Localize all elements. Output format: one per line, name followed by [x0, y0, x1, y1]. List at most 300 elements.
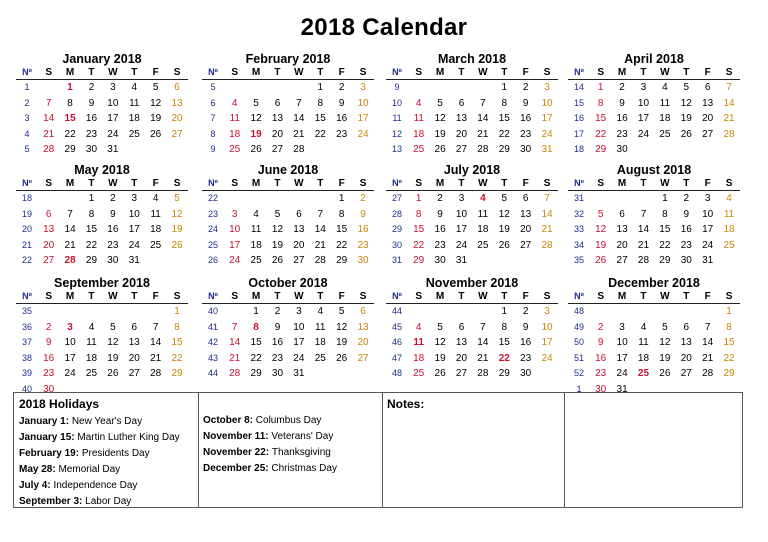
day-cell: 30	[107, 255, 119, 267]
day-cell: 22	[250, 352, 262, 364]
day-cell: 3	[296, 306, 302, 317]
month-october	[202, 276, 374, 382]
weekday-label: T	[317, 291, 324, 302]
holiday-date: September 3:	[19, 496, 86, 507]
weekday-header	[568, 290, 740, 304]
week-row	[16, 320, 188, 336]
month-february	[202, 52, 374, 158]
day-cell: 23	[680, 239, 692, 251]
day-cell	[451, 80, 472, 96]
day-cell	[515, 253, 536, 269]
week-row	[16, 111, 188, 127]
holiday-name: Veterans' Day	[271, 431, 334, 442]
day-cell: 7	[296, 97, 302, 109]
holiday-name: New Year's Day	[71, 416, 143, 427]
weekday-label: W	[108, 178, 118, 189]
month-name: January 2018	[62, 52, 142, 66]
month-september	[16, 276, 188, 398]
day-cell	[472, 80, 493, 96]
week-row	[386, 142, 558, 158]
day-cell: 10	[229, 224, 241, 236]
day-cell: 29	[171, 368, 183, 380]
weekday-label: T	[458, 67, 465, 78]
day-cell: 8	[501, 97, 508, 109]
week-row	[16, 222, 188, 238]
weekday-label: T	[317, 178, 324, 189]
month-april	[568, 52, 740, 158]
weekday-label: T	[683, 178, 690, 189]
day-cell: 8	[253, 321, 259, 333]
day-cell: 12	[271, 224, 284, 236]
day-cell: 2	[522, 306, 529, 317]
weekday-label: S	[415, 178, 423, 189]
day-cell: 28	[64, 255, 76, 267]
day-cell: 25	[413, 368, 425, 380]
day-cell: 20	[455, 128, 468, 140]
week-row	[16, 351, 188, 367]
weekday-label: T	[274, 178, 281, 189]
day-cell: 24	[229, 255, 241, 267]
day-cell: 23	[85, 128, 98, 140]
day-cell: 24	[357, 128, 369, 140]
day-cell: 2	[619, 82, 625, 93]
day-cell: 18	[413, 128, 425, 140]
week-number: 37	[21, 337, 32, 348]
day-cell: 11	[315, 321, 326, 333]
day-cell: 17	[541, 337, 553, 349]
day-cell: 17	[637, 113, 650, 125]
holiday-item	[19, 494, 198, 510]
week-row	[386, 207, 558, 223]
day-cell: 25	[150, 239, 162, 251]
weekday-label: S	[173, 291, 181, 302]
weekday-label: M	[251, 67, 261, 78]
day-cell	[590, 304, 611, 320]
weekday-label: M	[435, 67, 445, 78]
day-cell	[590, 191, 611, 207]
day-cell: 5	[110, 321, 116, 333]
day-cell: 18	[85, 352, 98, 364]
week-number: 33	[573, 224, 584, 235]
week-number-header: Nº	[208, 178, 218, 188]
month-name: May 2018	[74, 163, 130, 177]
day-cell: 26	[498, 239, 510, 251]
week-number: 9	[394, 82, 400, 92]
week-number: 24	[207, 224, 218, 235]
week-number: 43	[207, 352, 218, 363]
day-cell: 28	[229, 368, 241, 380]
day-cell: 17	[357, 113, 369, 125]
day-cell: 5	[437, 97, 443, 109]
day-cell: 31	[128, 255, 140, 267]
week-number: 29	[391, 224, 402, 235]
day-cell: 15	[336, 224, 348, 236]
day-cell: 30	[595, 383, 607, 395]
day-cell: 23	[43, 368, 55, 380]
day-cell	[310, 366, 331, 382]
page-title: 2018 Calendar	[300, 14, 468, 41]
day-cell: 18	[250, 239, 262, 251]
day-cell	[288, 80, 309, 96]
day-cell: 9	[522, 97, 529, 109]
day-cell: 24	[128, 239, 140, 251]
day-cell: 27	[128, 368, 140, 380]
week-number: 14	[573, 82, 584, 92]
day-cell	[166, 142, 187, 158]
week-number: 25	[207, 239, 218, 250]
weekday-label: T	[683, 67, 690, 78]
day-cell: 28	[293, 144, 305, 156]
day-cell: 30	[520, 368, 532, 380]
week-row	[568, 191, 740, 207]
day-cell	[145, 253, 166, 269]
day-cell: 12	[171, 208, 183, 220]
day-cell	[124, 142, 145, 158]
day-cell: 6	[45, 208, 52, 220]
day-cell: 2	[274, 306, 281, 317]
day-cell: 7	[317, 208, 324, 220]
day-cell: 29	[336, 255, 348, 267]
weekday-label: F	[522, 67, 529, 78]
day-cell: 13	[616, 224, 628, 236]
day-cell: 23	[107, 239, 119, 251]
weekday-label: S	[231, 67, 239, 78]
day-cell: 19	[595, 239, 607, 251]
month-name: March 2018	[437, 52, 507, 66]
day-cell: 29	[85, 255, 98, 267]
week-number: 34	[573, 239, 584, 250]
day-cell: 1	[253, 306, 259, 317]
day-cell: 2	[360, 193, 366, 204]
day-cell: 10	[107, 97, 119, 109]
weekday-label: S	[543, 291, 551, 302]
day-cell: 26	[271, 255, 284, 267]
day-cell	[494, 253, 515, 269]
day-cell: 22	[498, 352, 510, 364]
day-cell: 8	[88, 208, 95, 220]
weekday-label: T	[131, 178, 138, 189]
day-cell: 21	[314, 239, 326, 251]
day-cell: 21	[150, 352, 162, 364]
month-name: April 2018	[624, 52, 684, 66]
day-cell	[38, 304, 59, 320]
weekday-label: W	[660, 178, 670, 189]
day-cell: 26	[680, 128, 692, 140]
week-row	[568, 304, 740, 320]
weekday-label: S	[543, 178, 551, 189]
weekday-label: T	[683, 291, 690, 302]
day-cell: 4	[131, 82, 138, 93]
day-cell	[697, 304, 718, 320]
weekday-label: S	[725, 291, 733, 302]
day-cell: 24	[541, 128, 553, 140]
week-row	[568, 127, 740, 143]
weekday-label: M	[617, 67, 627, 78]
day-cell: 23	[520, 352, 532, 364]
day-cell: 20	[680, 352, 692, 364]
week-row	[568, 80, 740, 96]
day-cell: 1	[67, 82, 73, 93]
day-cell: 14	[293, 113, 305, 125]
month-name: October 2018	[248, 276, 328, 290]
day-cell: 27	[702, 128, 714, 140]
week-number-header: Nº	[574, 178, 584, 188]
weekday-label: F	[704, 67, 711, 78]
day-cell: 11	[638, 337, 649, 349]
day-cell: 5	[662, 321, 668, 333]
day-cell: 27	[616, 255, 628, 267]
day-cell: 10	[541, 321, 553, 333]
week-number: 28	[391, 208, 402, 219]
week-number-header: Nº	[574, 67, 584, 77]
weekday-label: F	[522, 291, 529, 302]
day-cell: 15	[250, 337, 262, 349]
week-row	[568, 96, 740, 112]
day-cell: 2	[338, 82, 345, 93]
day-cell: 17	[541, 113, 553, 125]
week-number: 31	[573, 193, 584, 203]
holiday-item	[203, 413, 382, 429]
week-number: 16	[573, 113, 584, 124]
day-cell: 11	[129, 97, 140, 109]
day-cell: 28	[723, 128, 735, 140]
day-cell: 4	[662, 82, 668, 93]
day-cell	[472, 253, 493, 269]
day-cell: 15	[498, 113, 510, 125]
weekday-label: S	[359, 291, 367, 302]
day-cell: 14	[723, 97, 735, 109]
weekday-label: S	[231, 291, 239, 302]
day-cell: 6	[360, 306, 366, 317]
day-cell: 17	[107, 113, 119, 125]
week-number: 8	[210, 128, 216, 139]
week-number-header: Nº	[392, 291, 402, 301]
day-cell: 31	[616, 383, 628, 395]
day-cell: 4	[253, 208, 259, 220]
day-cell: 25	[637, 368, 650, 380]
day-cell: 15	[659, 224, 671, 236]
day-cell: 16	[85, 113, 98, 125]
day-cell: 10	[637, 97, 650, 109]
week-row	[386, 127, 558, 143]
day-cell: 3	[231, 208, 238, 220]
day-cell: 20	[357, 337, 369, 349]
day-cell: 5	[437, 321, 443, 333]
week-row	[202, 351, 374, 367]
week-row	[386, 222, 558, 238]
week-number: 31	[391, 255, 402, 266]
day-cell: 11	[413, 113, 424, 125]
week-row	[16, 96, 188, 112]
weekday-header	[16, 177, 188, 191]
day-cell	[536, 366, 557, 382]
day-cell: 3	[619, 321, 625, 333]
day-cell: 11	[86, 337, 97, 349]
week-row	[202, 96, 374, 112]
weekday-label: T	[131, 67, 138, 78]
week-row	[568, 142, 740, 158]
day-cell: 20	[43, 239, 55, 251]
day-cell: 6	[522, 193, 529, 204]
week-row	[16, 335, 188, 351]
week-row	[568, 351, 740, 367]
week-row	[202, 238, 374, 254]
day-cell: 29	[723, 368, 735, 380]
day-cell: 13	[702, 97, 714, 109]
day-cell	[472, 304, 493, 320]
day-cell: 24	[637, 128, 650, 140]
week-row	[16, 238, 188, 254]
day-cell: 17	[455, 224, 468, 236]
weekday-label: S	[45, 291, 53, 302]
weekday-label: M	[617, 178, 627, 189]
week-number-header: Nº	[208, 291, 218, 301]
day-cell: 1	[88, 193, 95, 204]
week-number: 44	[391, 306, 402, 316]
day-cell: 29	[498, 144, 510, 156]
day-cell: 15	[498, 337, 510, 349]
holiday-name: Presidents Day	[81, 448, 150, 459]
month-name: July 2018	[443, 163, 501, 177]
weekday-header	[386, 177, 558, 191]
holiday-name: Christmas Day	[271, 463, 337, 474]
week-row	[16, 142, 188, 158]
day-cell: 28	[477, 144, 489, 156]
holiday-date: December 25:	[203, 463, 272, 474]
weekday-label: M	[65, 67, 75, 78]
week-row	[386, 191, 558, 207]
day-cell: 16	[595, 352, 607, 364]
day-cell: 12	[434, 113, 446, 125]
day-cell: 18	[723, 224, 735, 236]
day-cell: 16	[43, 352, 55, 364]
month-name: December 2018	[608, 276, 700, 290]
weekday-label: W	[660, 67, 670, 78]
week-row	[568, 320, 740, 336]
week-number: 46	[391, 337, 402, 348]
week-row	[386, 320, 558, 336]
day-cell: 21	[541, 224, 553, 236]
day-cell: 28	[541, 239, 553, 251]
day-cell: 13	[455, 113, 468, 125]
month-may	[16, 163, 188, 269]
day-cell: 9	[45, 337, 52, 349]
week-number-header: Nº	[22, 291, 32, 301]
day-cell: 17	[702, 224, 714, 236]
week-row	[16, 304, 188, 320]
day-cell: 15	[85, 224, 98, 236]
day-cell: 16	[520, 337, 532, 349]
month-july	[386, 163, 558, 269]
week-row	[16, 127, 188, 143]
weekday-label: S	[597, 178, 605, 189]
day-cell: 13	[455, 337, 468, 349]
day-cell	[718, 253, 739, 269]
week-number: 4	[24, 128, 30, 139]
day-cell: 18	[229, 128, 241, 140]
day-cell: 3	[544, 82, 550, 93]
day-cell: 20	[702, 113, 714, 125]
day-cell: 14	[541, 208, 553, 220]
week-number: 41	[207, 321, 218, 332]
holiday-item	[19, 462, 198, 478]
week-number-header: Nº	[392, 178, 402, 188]
day-cell: 16	[434, 224, 446, 236]
weekday-label: M	[251, 291, 261, 302]
day-cell: 13	[271, 113, 284, 125]
day-cell	[224, 191, 245, 207]
day-cell: 6	[458, 97, 465, 109]
holidays-title: 2018 Holidays	[19, 397, 100, 411]
weekday-label: T	[501, 67, 508, 78]
day-cell	[310, 191, 331, 207]
day-cell: 11	[250, 224, 262, 236]
day-cell: 8	[174, 321, 180, 333]
week-row	[202, 191, 374, 207]
week-row	[202, 80, 374, 96]
day-cell: 13	[680, 337, 692, 349]
day-cell: 5	[597, 208, 604, 220]
week-number: 47	[391, 352, 402, 363]
week-number: 13	[391, 144, 402, 155]
day-cell: 8	[726, 321, 732, 333]
day-cell: 18	[413, 352, 425, 364]
holidays-notes-box	[13, 392, 743, 508]
day-cell: 25	[723, 239, 735, 251]
holiday-item	[19, 446, 198, 462]
day-cell: 2	[88, 82, 95, 93]
weekday-label: T	[501, 291, 508, 302]
day-cell: 26	[171, 239, 183, 251]
day-cell: 7	[231, 321, 238, 333]
weekday-header	[386, 290, 558, 304]
weekday-label: F	[338, 178, 345, 189]
day-cell: 21	[229, 352, 241, 364]
day-cell: 21	[43, 128, 55, 140]
day-cell: 21	[477, 128, 489, 140]
day-cell	[451, 304, 472, 320]
day-cell: 12	[336, 321, 348, 333]
week-number: 12	[391, 128, 402, 139]
holiday-item	[19, 430, 198, 446]
week-number: 49	[573, 321, 584, 332]
day-cell: 3	[110, 82, 116, 93]
day-cell: 4	[415, 321, 422, 333]
day-cell: 27	[357, 352, 369, 364]
day-cell: 29	[64, 144, 76, 156]
week-number: 20	[21, 224, 32, 235]
day-cell: 16	[520, 113, 532, 125]
day-cell: 14	[477, 337, 489, 349]
day-cell: 5	[338, 306, 345, 317]
day-cell: 21	[723, 113, 735, 125]
weekday-header	[16, 66, 188, 80]
weekday-header	[202, 66, 374, 80]
week-number: 15	[573, 97, 584, 108]
day-cell: 22	[498, 128, 510, 140]
holiday-item	[19, 414, 198, 430]
weekday-label: S	[597, 67, 605, 78]
day-cell: 8	[415, 208, 422, 220]
day-cell	[59, 191, 80, 207]
week-number: 18	[21, 193, 32, 203]
day-cell: 9	[338, 97, 345, 109]
day-cell: 27	[455, 144, 468, 156]
holiday-date: July 4:	[19, 480, 54, 491]
week-row	[386, 304, 558, 320]
day-cell	[429, 80, 450, 96]
day-cell: 8	[597, 97, 604, 109]
